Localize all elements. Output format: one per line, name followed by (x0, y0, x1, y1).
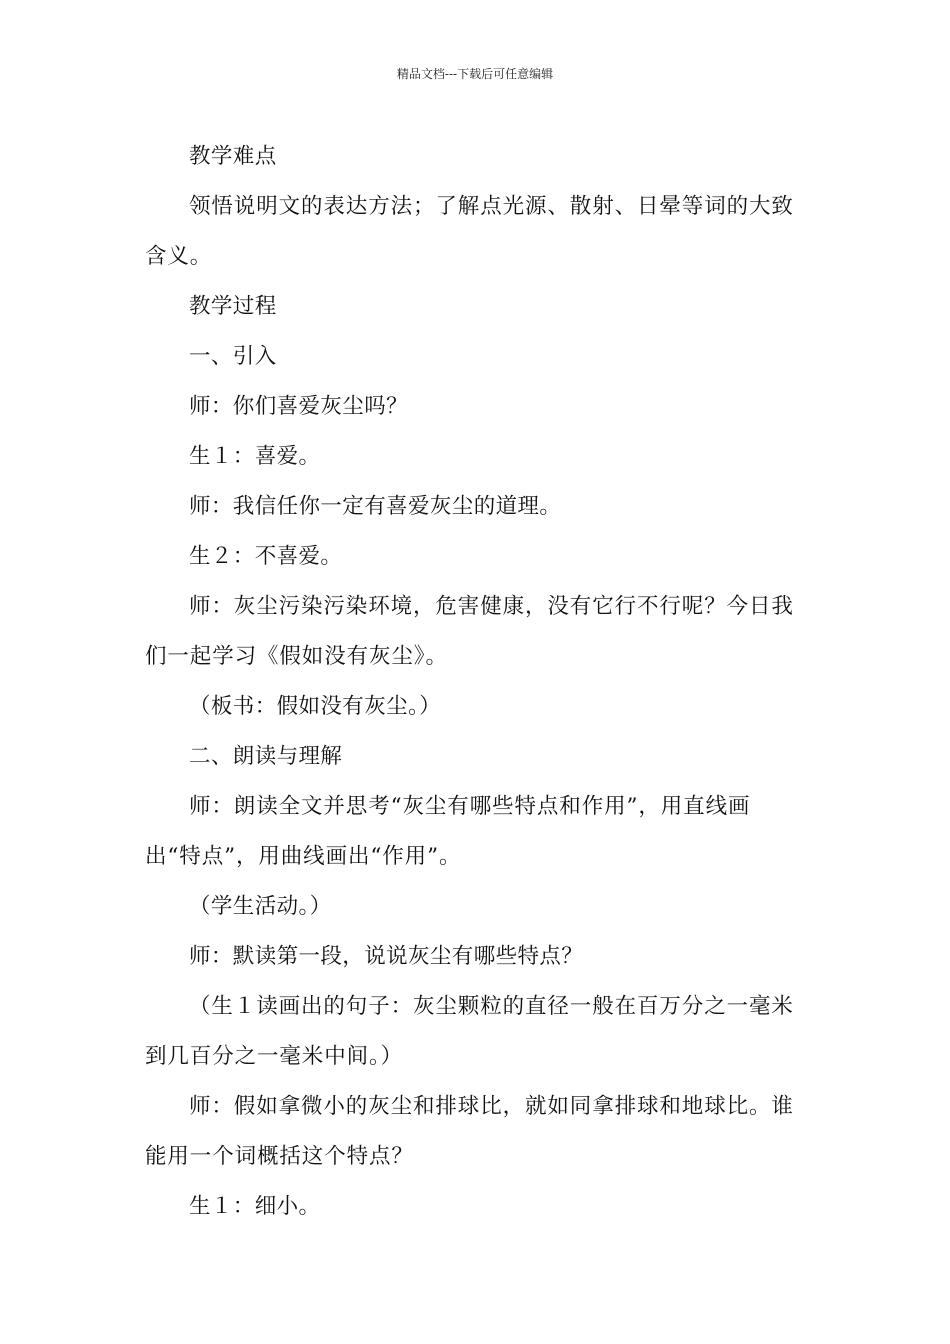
dialogue-line: 师：灰尘污染污染环境，危害健康，没有它行不行呢？今日我们一起学习《假如没有灰尘》。 (145, 594, 794, 669)
dialogue-line: 生１：喜爱。 (189, 444, 321, 469)
activity-note: （学生活动。） (189, 894, 332, 919)
board-note: （板书：假如没有灰尘。） (189, 694, 442, 719)
dialogue-line: 师：朗读全文并思考“灰尘有哪些特点和作用”，用直线画出“特点”，用曲线画出“作用”。 (145, 794, 751, 869)
dialogue-line: 师：我信任你一定有喜爱灰尘的道理。 (189, 494, 562, 519)
heading-teaching-difficulty: 教学难点 (189, 144, 277, 169)
heading-teaching-process: 教学过程 (189, 294, 277, 319)
paragraph-difficulty-detail: 领悟说明文的表达方法；了解点光源、散射、日晕等词的大致含义。 (145, 194, 794, 269)
dialogue-line: 师：假如拿微小的灰尘和排球比，就如同拿排球和地球比。谁能用一个词概括这个特点？ (145, 1094, 794, 1169)
dialogue-line: 生２：不喜爱。 (189, 544, 343, 569)
dialogue-line: 师：默读第一段，说说灰尘有哪些特点？ (189, 944, 584, 969)
page-header: 精品文档---下载后可任意编辑 (396, 67, 554, 81)
dialogue-line: 生１：细小。 (189, 1194, 321, 1219)
section-heading-introduction: 一、引入 (189, 344, 277, 369)
section-heading-reading: 二、朗读与理解 (189, 744, 343, 769)
document-body (145, 132, 807, 1232)
dialogue-line: 师：你们喜爱灰尘吗？ (189, 394, 409, 419)
student-reading-note: （生１读画出的句子：灰尘颗粒的直径一般在百万分之一毫米到几百分之一毫米中间。） (145, 994, 794, 1069)
